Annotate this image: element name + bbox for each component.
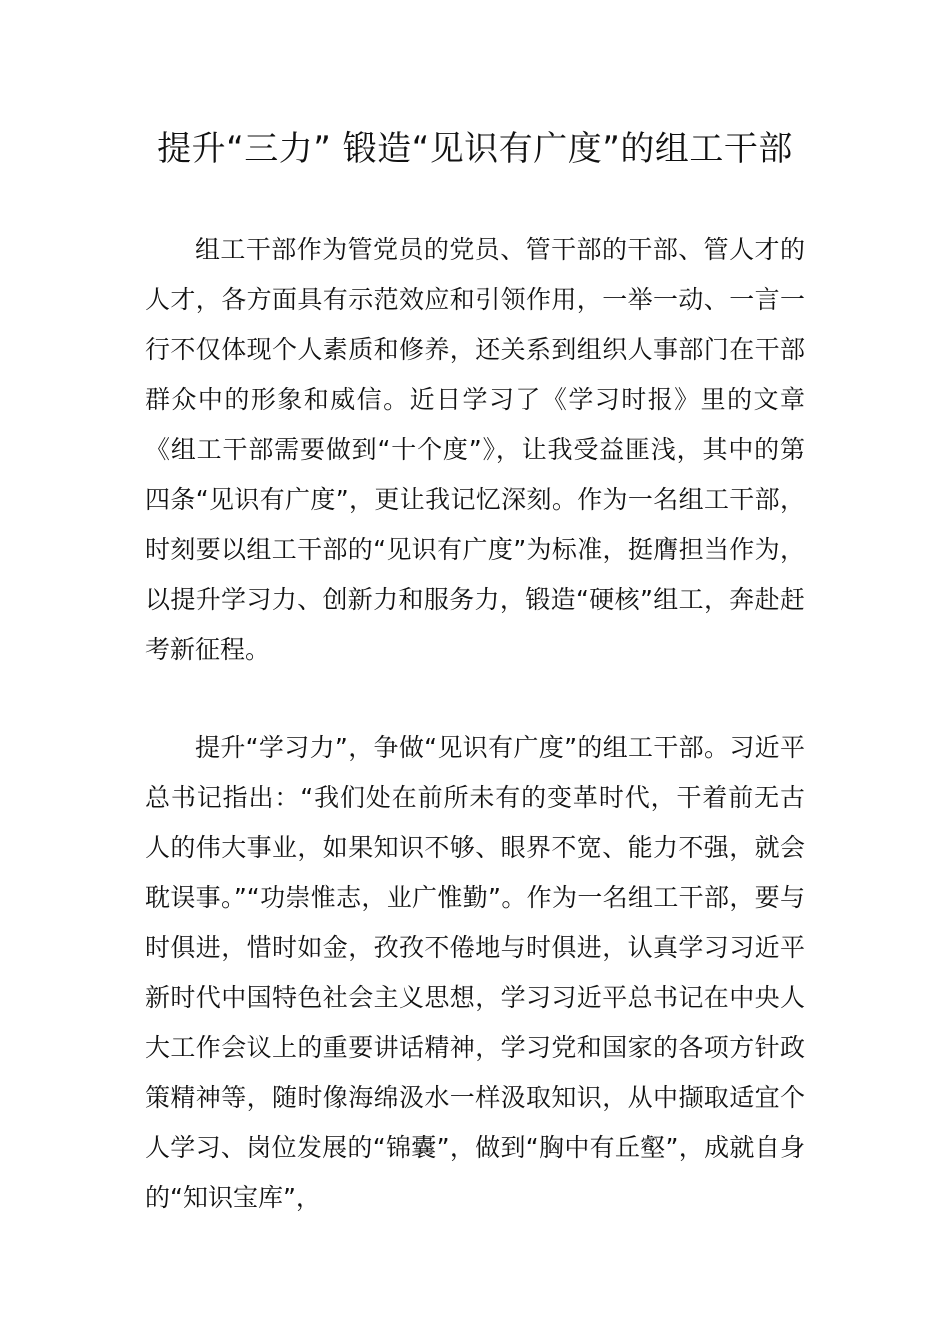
document-title: 提升“三力” 锻造“见识有广度”的组工干部 (157, 129, 793, 169)
paragraph-learning: 提升“学习力”，争做“见识有广度”的组工干部。习近平总书记指出：“我们处在前所未有的变革时代，干着前无古人的伟大事业，如果知识不够、眼界不宽、能力不强，就会耽误事。”“功崇惟志，业广惟勤”。作为一名组工干部，要与时俱进，惜时如金，孜孜不倦地与时俱进，认真学习习近平新时代中国特色社会主义思想，学习习近平总书记在中央人大工作会议上的重要讲话精神，学习党和国家的各项方针政策精神等，随时像海绵汲水一样汲取知识，从中撷取适宜个人学习、岗位发展的“锦囊”，做到“胸中有丘壑”，成就自身的“知识宝库”， (145, 733, 805, 1212)
paragraph-intro: 组工干部作为管党员的党员、管干部的干部、管人才的人才，各方面具有示范效应和引领作用，一举一动、一言一行不仅体现个人素质和修养，还关系到组织人事部门在干部群众中的形象和威信。近日学习了《学习时报》里的文章《组工干部需要做到“十个度”》，让我受益匪浅，其中的第四条“见识有广度”，更让我记忆深刻。作为一名组工干部，时刻要以组工干部的“见识有广度”为标准，挺膺担当作为，以提升学习力、创新力和服务力，锻造“硬核”组工，奔赴赶考新征程。 (145, 235, 805, 664)
